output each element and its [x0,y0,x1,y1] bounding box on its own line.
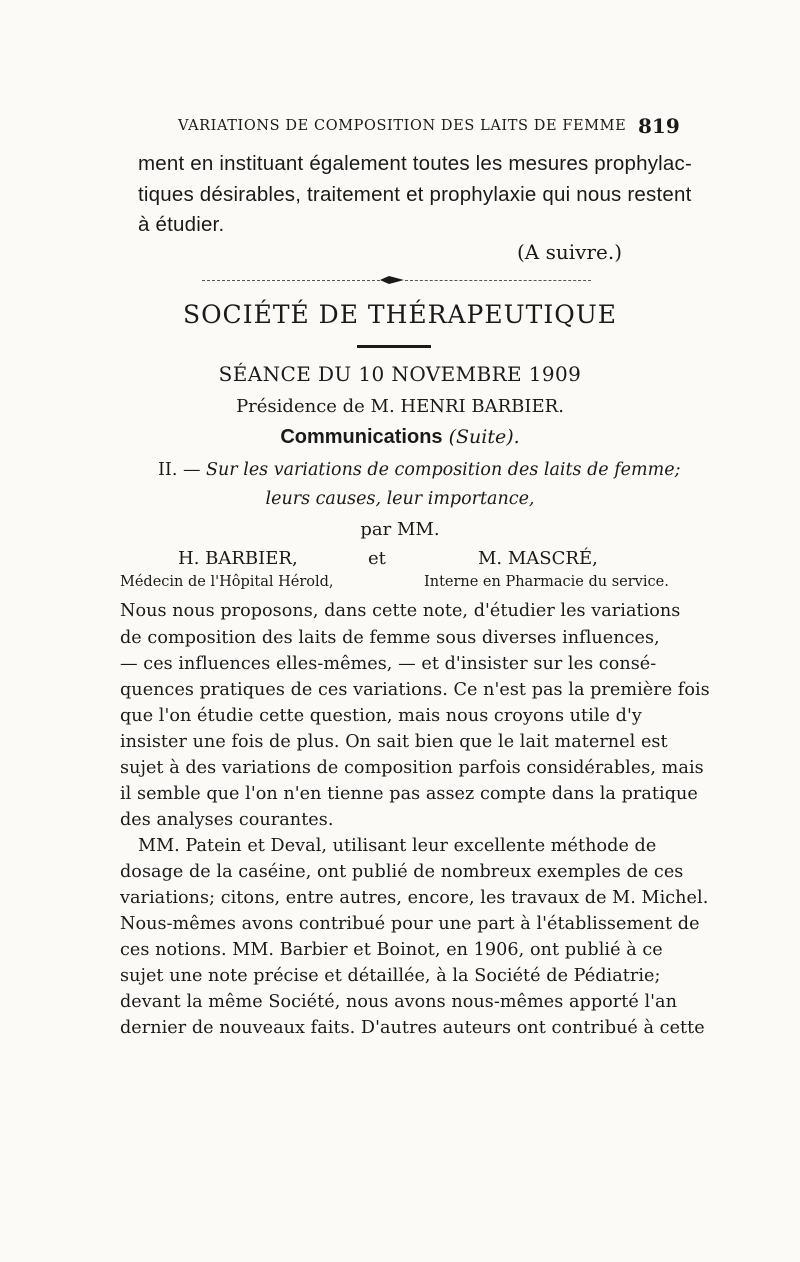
body-line: il semble que l'on n'en tienne pas assez compte dans la pratique [120,784,698,804]
body-line: dosage de la caséine, ont publié de nombreux exemples de ces [120,862,684,882]
body-line: devant la même Société, nous avons nous-mêmes apporté l'an [120,992,677,1012]
body-line: dernier de nouveaux faits. D'autres auteurs ont contribué à cette [120,1018,705,1038]
author-right-role: Interne en Pharmacie du service. [424,574,669,590]
body-line: quences pratiques de ces variations. Ce n'est pas la première fois [120,680,710,700]
author-left-role: Médecin de l'Hôpital Hérold, [120,574,334,590]
body-line: variations; citons, entre autres, encore, les travaux de M. Michel. [120,888,709,908]
communications-suite: (Suite). [448,426,520,448]
presidence-line: Présidence de M. HENRI BARBIER. [236,396,564,417]
body-line: insister une fois de plus. On sait bien que le lait maternel est [120,732,668,752]
intro-line-3: à étudier. [138,213,225,236]
divider-right [405,280,591,281]
body-line: sujet une note précise et détaillée, à la Société de Pédiatrie; [120,966,661,986]
body-line: ces notions. MM. Barbier et Boinot, en 1906, ont publié à ce [120,940,663,960]
body-line: Nous nous proposons, dans cette note, d'étudier les variations [120,601,681,621]
body-line: MM. Patein et Deval, utilisant leur excellente méthode de [138,836,657,856]
author-right-name: M. MASCRÉ, [478,548,598,569]
body-line: que l'on étudie cette question, mais nous croyons utile d'y [120,706,642,726]
author-left-name: H. BARBIER, [178,548,298,569]
subject-title-1: Sur les variations de composition des laits de femme; [206,460,681,480]
par-line: par MM. [360,519,440,540]
divider-left [202,280,380,281]
page-number: 819 [638,114,680,138]
body-line: Nous-mêmes avons contribué pour une part à l'établissement de [120,914,700,934]
a-suivre-note: (A suivre.) [517,240,622,264]
body-line: de composition des laits de femme sous diverses influences, [120,628,660,648]
running-head: VARIATIONS DE COMPOSITION DES LAITS DE FEMME [178,118,627,134]
subject-line-1 [158,460,680,480]
subject-numeral: II. — [158,460,201,480]
divider-ornament-icon [380,274,404,286]
title-rule [357,345,431,348]
body-line: sujet à des variations de composition parfois considérables, mais [120,758,704,778]
communications-label: Communications [280,426,443,448]
intro-line-2: tiques désirables, traitement et prophylaxie qui nous restent [138,183,692,206]
body-line: — ces influences elles-mêmes, — et d'insister sur les consé- [120,654,657,674]
body-line: des analyses courantes. [120,810,334,830]
author-conjunction: et [368,548,386,569]
communications-heading [0,426,800,449]
section-title: SOCIÉTÉ DE THÉRAPEUTIQUE [182,300,618,329]
intro-line-1: ment en instituant également toutes les mesures prophylac- [138,152,692,175]
subject-title-2: leurs causes, leur importance, [265,489,535,509]
seance-heading: SÉANCE DU 10 NOVEMBRE 1909 [218,362,582,386]
